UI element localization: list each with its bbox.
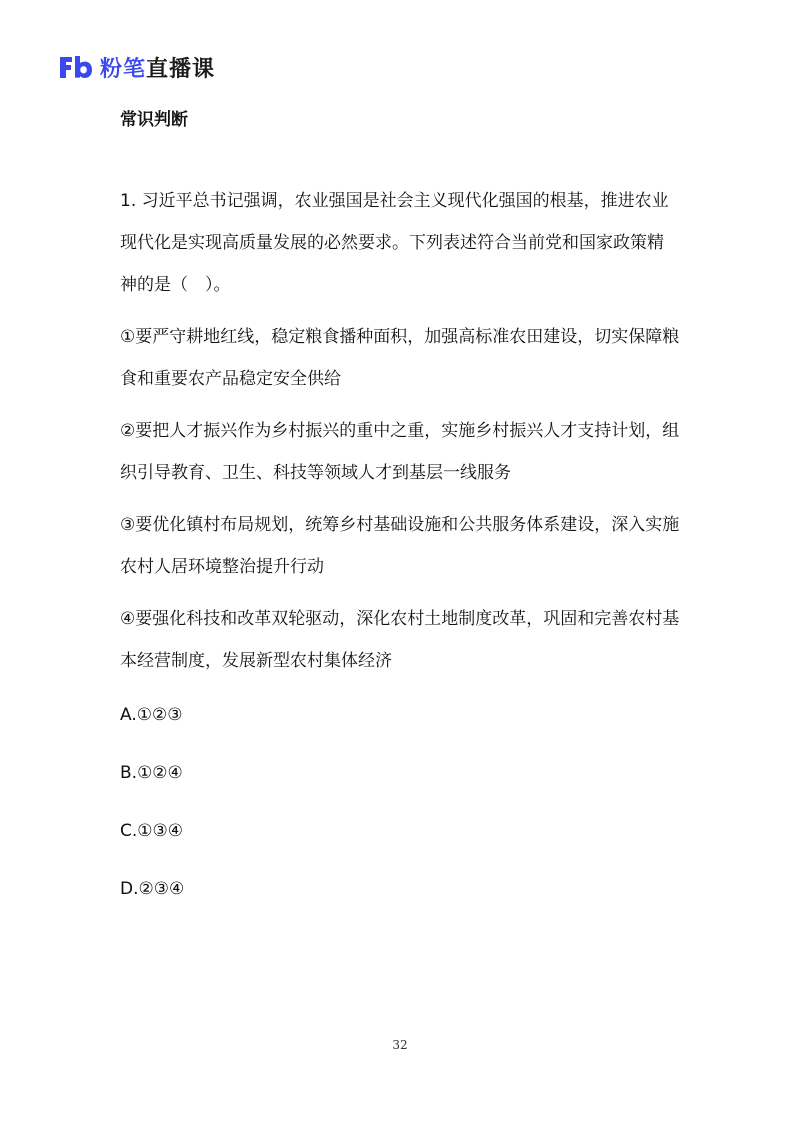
statement-4: ④要强化科技和改革双轮驱动，深化农村土地制度改革，巩固和完善农村基本经营制度，发展新型农村集体经济 [120, 609, 680, 671]
option-a: A.①②③ [120, 705, 183, 725]
statement-1: ①要严守耕地红线，稳定粮食播种面积，加强高标准农田建设，切实保障粮食和重要农产品稳定安全供给 [120, 327, 680, 389]
statement-3: ③要优化镇村布局规划，统筹乡村基础设施和公共服务体系建设，深入实施农村人居环境整治提升行动 [120, 515, 680, 577]
answer-options [120, 704, 680, 936]
option-d: D.②③④ [120, 879, 185, 899]
question-stem: 1. 习近平总书记强调，农业强国是社会主义现代化强国的根基，推进农业现代化是实现高质量发展的必然要求。下列表述符合当前党和国家政策精神的是（ ）。 [120, 191, 669, 295]
page-number: 32 [392, 1038, 408, 1052]
fenbi-logo-icon [58, 54, 94, 80]
statement-2: ②要把人才振兴作为乡村振兴的重中之重，实施乡村振兴人才支持计划，组织引导教育、卫生、科技等领域人才到基层一线服务 [120, 421, 680, 483]
brand-name-accent: 粉笔 [100, 56, 147, 82]
document-body [120, 104, 680, 936]
brand-name [100, 52, 215, 83]
brand-name-rest: 直播课 [146, 56, 216, 82]
brand-header [58, 52, 215, 82]
option-c: C.①③④ [120, 821, 183, 841]
section-title: 常识判断 [120, 110, 188, 130]
option-b: B.①②④ [120, 763, 183, 783]
